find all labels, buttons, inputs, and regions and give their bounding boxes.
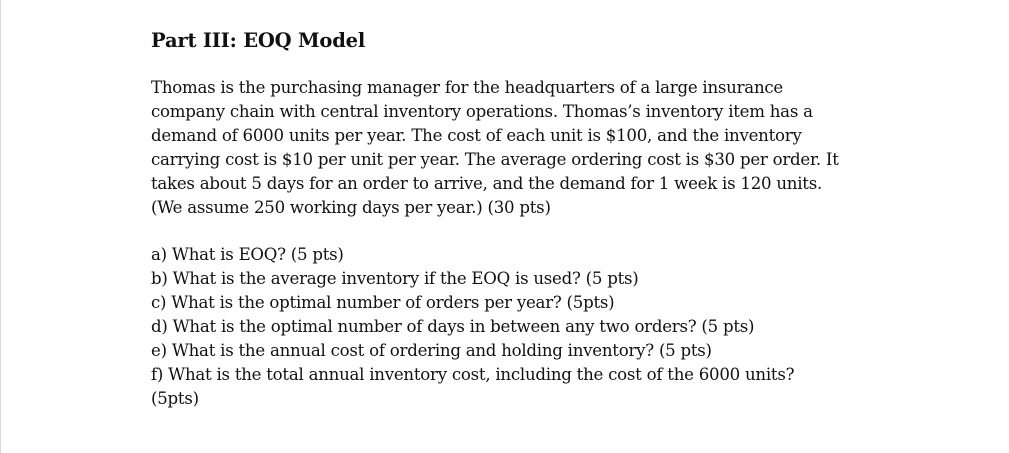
problem-line: takes about 5 days for an order to arrive, and the demand for 1 week is 120 units. <box>151 174 822 193</box>
paragraph-spacer <box>151 220 911 243</box>
section-title: Part III: EOQ Model <box>151 29 366 52</box>
question-item-f: f) What is the total annual inventory cost, including the cost of the 6000 units? <box>151 365 795 384</box>
problem-line: Thomas is the purchasing manager for the headquarters of a large insurance <box>151 78 783 97</box>
problem-line: demand of 6000 units per year. The cost of each unit is $100, and the inventory <box>151 126 802 145</box>
problem-line: carrying cost is $10 per unit per year. The average ordering cost is $30 per order. It <box>151 150 839 169</box>
problem-statement <box>151 76 911 220</box>
question-list <box>151 243 911 411</box>
problem-line: company chain with central inventory operations. Thomas’s inventory item has a <box>151 102 813 121</box>
document-content <box>151 28 911 411</box>
problem-line: (We assume 250 working days per year.) (30 pts) <box>151 198 551 217</box>
question-item-d: d) What is the optimal number of days in between any two orders? (5 pts) <box>151 317 755 336</box>
question-item-a: a) What is EOQ? (5 pts) <box>151 245 344 264</box>
question-item-f-continued: (5pts) <box>151 389 199 408</box>
question-item-e: e) What is the annual cost of ordering and holding inventory? (5 pts) <box>151 341 712 360</box>
question-item-b: b) What is the average inventory if the EOQ is used? (5 pts) <box>151 269 639 288</box>
question-item-c: c) What is the optimal number of orders per year? (5pts) <box>151 293 615 312</box>
